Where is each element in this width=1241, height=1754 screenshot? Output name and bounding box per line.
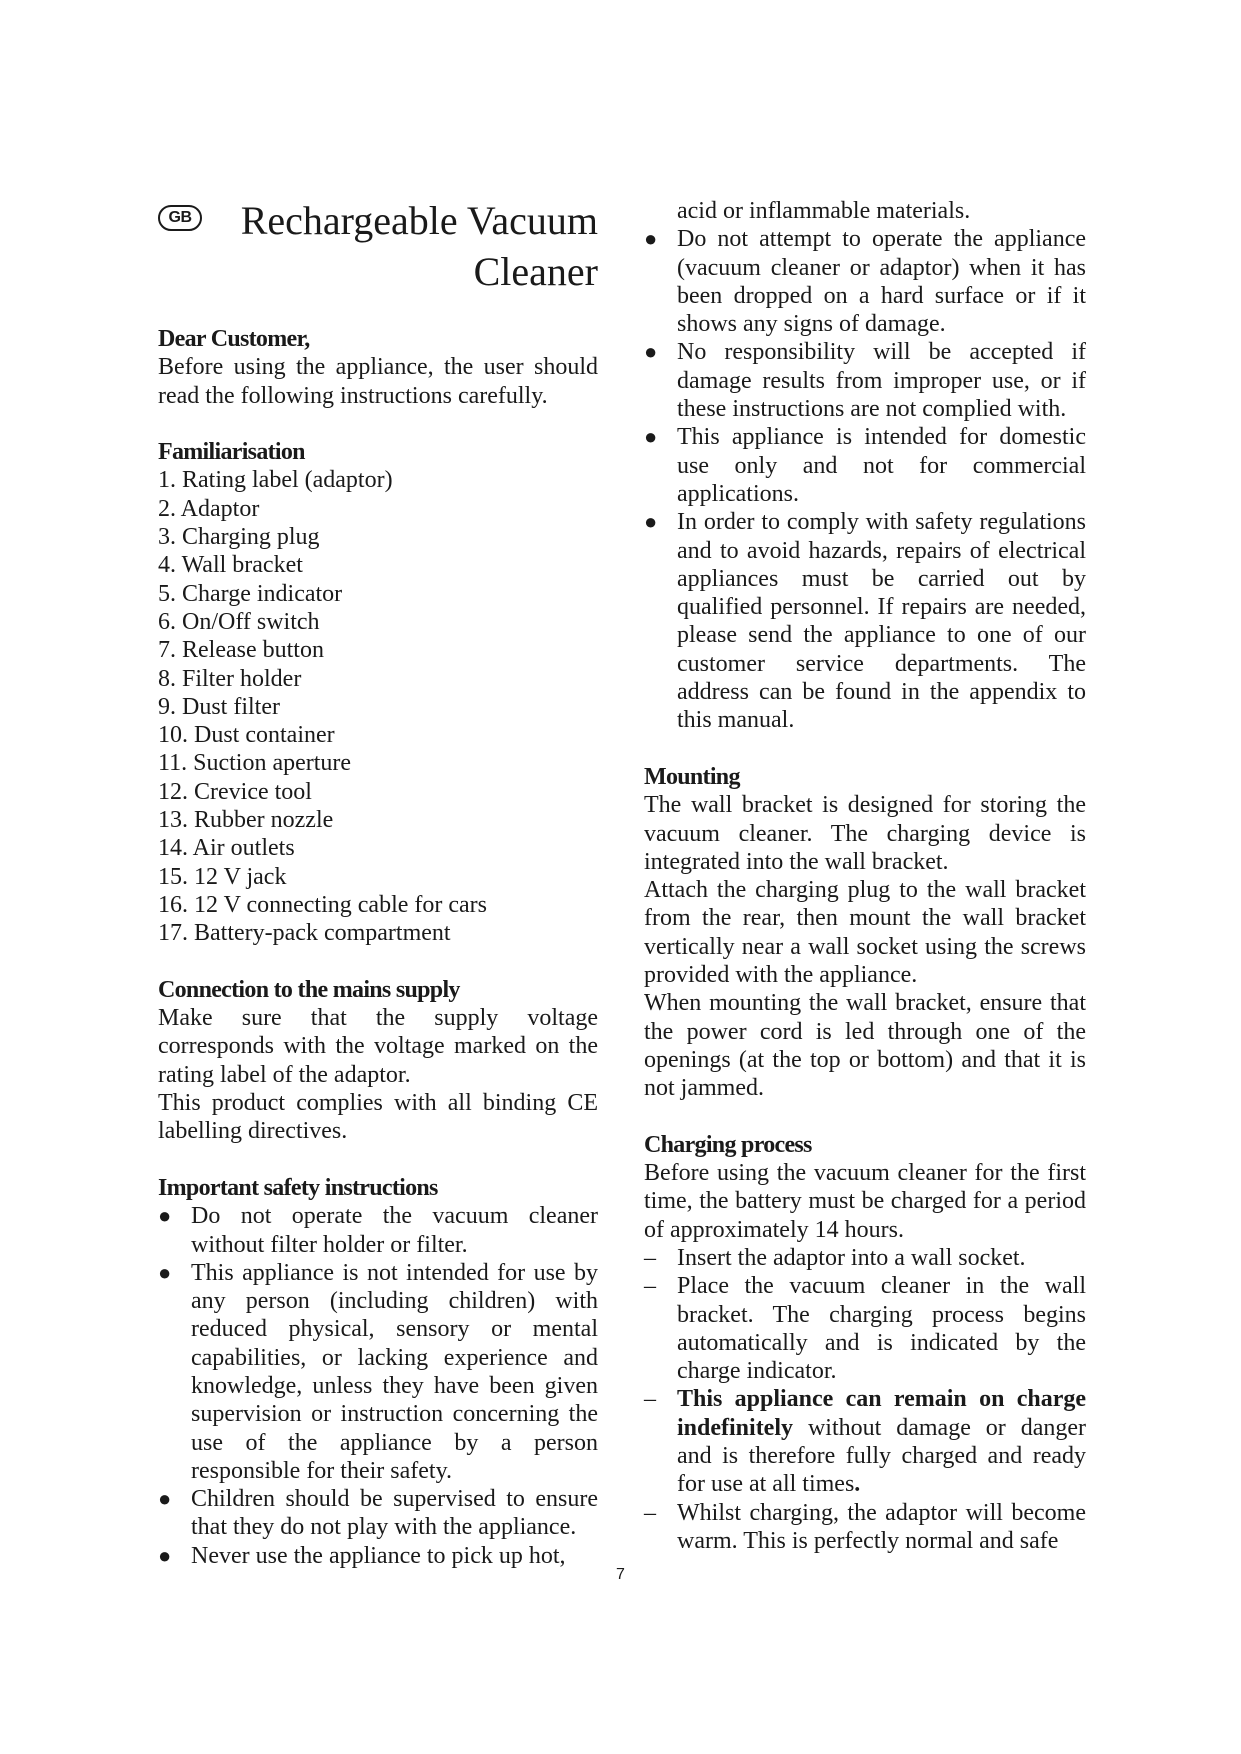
safety-text: Never use the appliance to pick up hot,: [191, 1542, 566, 1569]
bullet-icon: ●: [158, 1259, 172, 1285]
safety-list-continued: [644, 225, 1086, 734]
step-end-period: .: [854, 1471, 861, 1498]
bullet-icon: ●: [644, 424, 658, 450]
page-title: Rechargeable Vacuum Cleaner: [240, 198, 598, 294]
step-text: Whilst charging, the adaptor will become warm. This is perfectly normal and safe: [677, 1499, 1086, 1554]
list-item: [644, 423, 1086, 508]
step-text: Place the vacuum cleaner in the wall bracket. The charging process begins automatically and is indicated by the charge indicator.: [677, 1273, 1086, 1385]
list-item: 2. Adaptor: [158, 495, 260, 522]
list-item: 7. Release button: [158, 637, 324, 664]
list-item: [158, 1202, 598, 1259]
list-item: [158, 1259, 598, 1485]
list-item: 1. Rating label (adaptor): [158, 467, 393, 494]
list-item: 15. 12 V jack: [158, 863, 287, 890]
safety-heading: Important safety instructions: [158, 1174, 438, 1201]
mounting-paragraph: Attach the charging plug to the wall bracket from the rear, then mount the wall bracket vertically near a wall socket using the screws provided with the appliance.: [644, 877, 1086, 989]
list-item: [644, 225, 1086, 338]
safety-text: This appliance is not intended for use by any person (including children) with reduced physical, sensory or mental capabilities, or lacking experience and knowledge, unless they have been given supervision or instruction concerning the use of the appliance by a person responsible for their safety.: [191, 1259, 598, 1484]
safety-text: This appliance is intended for domestic use only and not for commercial applications.: [677, 424, 1086, 507]
safety-text: Children should be supervised to ensure that they do not play with the appliance.: [191, 1486, 598, 1541]
charging-heading: Charging process: [644, 1131, 812, 1158]
list-item: [644, 1499, 1086, 1556]
intro-text: Before using the appliance, the user should read the following instructions carefully.: [158, 354, 598, 409]
bullet-icon: ●: [644, 509, 658, 535]
list-item: 3. Charging plug: [158, 524, 320, 551]
left-column: [158, 199, 598, 1570]
bullet-icon: ●: [158, 1203, 172, 1229]
list-item: 11. Suction aperture: [158, 750, 352, 777]
familiarisation-heading: Familiarisation: [158, 439, 305, 466]
language-badge: GB: [158, 205, 202, 231]
list-item: 14. Air outlets: [158, 835, 295, 862]
mounting-paragraph: When mounting the wall bracket, ensure that the power cord is led through one of the openings (at the top or bottom) and that it is not jammed.: [644, 990, 1086, 1102]
mounting-heading: Mounting: [644, 763, 740, 790]
list-item: [158, 1485, 598, 1542]
list-item: [644, 1385, 1086, 1498]
greeting: Dear Customer,: [158, 326, 310, 352]
bullet-icon: ●: [158, 1542, 172, 1568]
bullet-icon: ●: [644, 339, 658, 365]
list-item: 4. Wall bracket: [158, 552, 303, 579]
charging-intro: Before using the vacuum cleaner for the first time, the battery must be charged for a period of approximately 14 hours.: [644, 1160, 1086, 1243]
mounting-paragraph: The wall bracket is designed for storing the vacuum cleaner. The charging device is integrated into the wall bracket.: [644, 792, 1086, 875]
mains-paragraph: Make sure that the supply voltage corresponds with the voltage marked on the rating label of the adaptor.: [158, 1005, 598, 1088]
safety-text: No responsibility will be accepted if damage results from improper use, or if these instructions are not complied with.: [677, 339, 1086, 423]
list-item: [644, 338, 1086, 423]
list-item: 12. Crevice tool: [158, 778, 312, 805]
list-item: 5. Charge indicator: [158, 580, 343, 607]
list-item: 9. Dust filter: [158, 693, 280, 720]
bullet-icon: ●: [644, 226, 658, 252]
list-item: 10. Dust container: [158, 722, 335, 749]
charging-steps: [644, 1244, 1086, 1555]
step-text: without damage or danger and is therefore fully charged and ready for use at all times: [677, 1414, 1086, 1498]
parts-list: [158, 466, 598, 947]
dash-icon: –: [644, 1386, 656, 1413]
right-column: [644, 197, 1086, 1555]
bullet-icon: ●: [158, 1486, 172, 1512]
list-item: [644, 1272, 1086, 1385]
list-item: 16. 12 V connecting cable for cars: [158, 891, 488, 918]
dash-icon: –: [644, 1244, 656, 1271]
mains-paragraph: This product complies with all binding CE labelling directives.: [158, 1090, 598, 1145]
list-item: [644, 508, 1086, 734]
list-item: 17. Battery-pack compartment: [158, 920, 451, 947]
mains-heading: Connection to the mains supply: [158, 976, 460, 1003]
safety-text: In order to comply with safety regulations and to avoid hazards, repairs of electrical appliances must be carried out by qualified personnel. If repairs are needed, please send the appliance to one of our customer service departments. The address can be found in the appendix to this manual.: [677, 509, 1086, 734]
step-text: Insert the adaptor into a wall socket.: [677, 1244, 1026, 1271]
dash-icon: –: [644, 1273, 656, 1300]
list-item: 13. Rubber nozzle: [158, 807, 334, 834]
list-item: 6. On/Off switch: [158, 608, 320, 635]
safety-list: [158, 1202, 598, 1570]
safety-continued-text: acid or inflammable materials.: [677, 198, 971, 224]
safety-text: Do not attempt to operate the appliance (vacuum cleaner or adaptor) when it has been dropped on a hard surface or if it shows any signs of damage.: [677, 226, 1086, 338]
title-block: [158, 199, 598, 303]
dash-icon: –: [644, 1499, 656, 1526]
step-bold-text: This appliance can remain on charge indefinitely: [677, 1386, 1086, 1441]
list-item: 8. Filter holder: [158, 665, 302, 692]
list-item: [644, 1244, 1086, 1272]
page-number: 7: [616, 1566, 625, 1583]
safety-text: Do not operate the vacuum cleaner without filter holder or filter.: [191, 1203, 598, 1258]
